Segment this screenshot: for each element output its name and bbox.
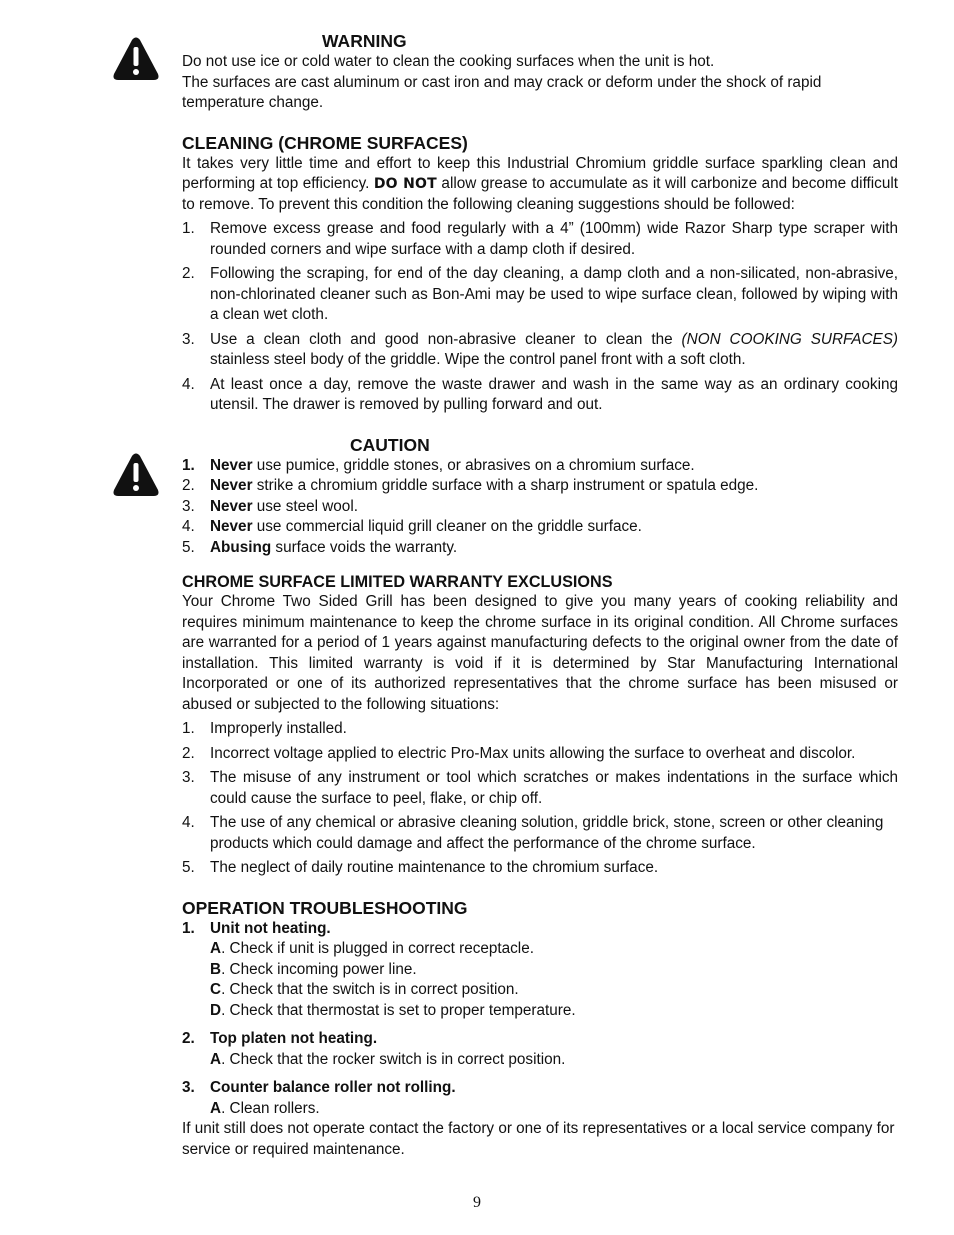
step-item xyxy=(210,960,898,981)
warning-section xyxy=(182,30,898,114)
item-text: use pumice, griddle stones, or abrasives on a chromium surface. xyxy=(252,456,695,474)
item-number: 2. xyxy=(182,477,195,494)
troubleshooting-list xyxy=(182,919,898,1120)
item-number: 4. xyxy=(182,518,195,535)
list-item xyxy=(182,538,898,559)
item-text: Following the scraping, for end of the day cleaning, a damp cloth and a non-silicated, non-abrasive, non-chlorinated cleaner such as Bon-Ami may be used to wipe surface clean, followed by wiping with a clean wet cloth. xyxy=(210,265,898,323)
item-number: 4. xyxy=(182,375,195,393)
step-item xyxy=(210,980,898,1001)
troubleshooting-closing: If unit still does not operate contact the factory or one of its representatives or a local service company for service or required maintenance. xyxy=(182,1120,895,1158)
group-heading: Top platen not heating. xyxy=(210,1030,378,1047)
step-letter: A xyxy=(210,1050,222,1068)
cleaning-intro-text-2: allow grease to accumulate as it will carbonize and become difficult to remove. To prevent this condition the following cleaning suggestions should be followed: xyxy=(182,175,898,213)
list-item xyxy=(182,719,898,740)
list-item xyxy=(182,219,898,260)
item-bold-text: Abusing xyxy=(210,538,272,556)
item-text: The misuse of any instrument or tool which scratches or makes indentations in the surface which could cause the surface to peel, flake, or chip off. xyxy=(210,769,898,807)
step-letter: D xyxy=(210,1001,222,1019)
list-item xyxy=(182,744,898,765)
warning-line-2: The surfaces are cast aluminum or cast iron and may crack or deform under the shock of rapid temperature change. xyxy=(182,73,822,111)
step-letter: B xyxy=(210,960,222,978)
item-bold-text: Never xyxy=(210,518,253,535)
warning-title: WARNING xyxy=(322,31,407,51)
troubleshooting-title: OPERATION TROUBLESHOOTING xyxy=(182,897,468,918)
item-text: The use of any chemical or abrasive cleaning solution, griddle brick, stone, screen or other cleaning products which could damage and affect the performance of the chrome surface. xyxy=(210,814,884,852)
warranty-title: CHROME SURFACE LIMITED WARRANTY EXCLUSIONS xyxy=(182,573,613,591)
group-heading: Unit not heating. xyxy=(210,919,331,937)
step-text: . Check that the rocker switch is in correct position. xyxy=(221,1050,566,1068)
item-text: strike a chromium griddle surface with a sharp instrument or spatula edge. xyxy=(252,477,759,494)
item-text: The neglect of daily routine maintenance to the chromium surface. xyxy=(210,859,659,876)
item-text: surface voids the warranty. xyxy=(271,538,458,556)
warning-line-1: Do not use ice or cold water to clean the cooking surfaces when the unit is hot. xyxy=(182,53,715,70)
item-text: Incorrect voltage applied to electric Pro-Max units allowing the surface to overheat and discolor. xyxy=(210,744,856,762)
cleaning-title: CLEANING (CHROME SURFACES) xyxy=(182,132,468,153)
item-number: 2. xyxy=(182,744,195,762)
item-number: 5. xyxy=(182,538,195,556)
troubleshooting-section xyxy=(182,897,898,1161)
step-item xyxy=(210,1001,898,1022)
group-number: 1. xyxy=(182,919,195,937)
step-letter: A xyxy=(210,1099,222,1117)
page-number: 9 xyxy=(473,1194,481,1211)
caution-list xyxy=(182,456,898,559)
cleaning-intro-text: It takes very little time and effort to keep this Industrial Chromium griddle surface sparkling clean and performing at top efficiency. xyxy=(182,154,898,192)
warning-triangle-icon xyxy=(112,36,160,82)
item-italic-text: (NON COOKING SURFACES) xyxy=(681,330,898,348)
step-item xyxy=(210,1050,898,1071)
step-text: . Check that thermostat is set to proper temperature. xyxy=(221,1001,576,1019)
item-text: Remove excess grease and food regularly with a 4” (100mm) wide Razor Sharp type scraper with rounded corners and wipe surface with a damp cloth if desired. xyxy=(210,220,898,258)
step-item xyxy=(210,939,898,960)
item-number: 1. xyxy=(182,220,195,237)
list-item xyxy=(182,768,898,809)
item-text: use commercial liquid grill cleaner on the griddle surface. xyxy=(252,518,642,535)
item-text: use steel wool. xyxy=(252,497,358,515)
list-item xyxy=(182,375,898,416)
caution-title: CAUTION xyxy=(350,434,430,455)
group-heading: Counter balance roller not rolling. xyxy=(210,1079,456,1096)
step-text: . Clean rollers. xyxy=(221,1099,320,1117)
cleaning-list xyxy=(182,219,898,416)
item-number: 3. xyxy=(182,769,195,786)
item-text: Improperly installed. xyxy=(210,720,347,737)
group-number: 2. xyxy=(182,1030,195,1047)
troubleshooting-group xyxy=(182,919,898,1022)
item-number: 4. xyxy=(182,814,195,831)
step-text: . Check incoming power line. xyxy=(221,960,417,978)
list-item xyxy=(182,497,898,518)
cleaning-intro xyxy=(182,154,898,216)
item-text: At least once a day, remove the waste drawer and wash in the same way as an ordinary cooking utensil. The drawer is removed by pulling forward and out. xyxy=(210,375,898,413)
group-number: 3. xyxy=(182,1079,195,1096)
troubleshooting-group xyxy=(182,1029,898,1070)
list-item xyxy=(182,517,898,538)
item-bold-text: Never xyxy=(210,477,253,494)
list-item xyxy=(182,456,898,477)
item-number: 2. xyxy=(182,265,195,282)
step-item xyxy=(210,1099,898,1120)
item-number: 1. xyxy=(182,456,195,474)
list-item xyxy=(182,264,898,326)
item-number: 5. xyxy=(182,859,195,876)
step-text: . Check that the switch is in correct position. xyxy=(221,981,519,998)
warranty-intro: Your Chrome Two Sided Grill has been designed to give you many years of cooking reliability and requires minimum maintenance to keep the chrome surface in its original condition. All Chrome surfaces are warranted for a period of 1 years against manufacturing defects to the original owner from the date of installation. This limited warranty is void if it is determined by Star Manufacturing International Incorporated or one of its authorized representatives that the chrome surface has been misused or abused or subjected to the following situations: xyxy=(182,593,898,713)
caution-section xyxy=(182,434,898,559)
item-number: 3. xyxy=(182,497,195,515)
list-item xyxy=(182,476,898,497)
step-text: . Check if unit is plugged in correct receptacle. xyxy=(221,940,534,957)
item-text-2: stainless steel body of the griddle. Wipe the control panel front with a soft cloth. xyxy=(210,351,746,368)
warranty-section xyxy=(182,572,898,879)
list-item xyxy=(182,813,898,854)
step-letter: A xyxy=(210,940,222,957)
warranty-list xyxy=(182,719,898,879)
troubleshooting-group xyxy=(182,1078,898,1119)
step-letter: C xyxy=(210,981,222,998)
item-number: 1. xyxy=(182,720,195,737)
cleaning-section xyxy=(182,132,898,416)
manual-page xyxy=(182,30,898,1160)
item-number: 3. xyxy=(182,330,195,348)
item-bold-text: Never xyxy=(210,456,253,474)
item-bold-text: Never xyxy=(210,497,253,515)
list-item xyxy=(182,330,898,371)
item-text: Use a clean cloth and good non-abrasive cleaner to clean the xyxy=(210,330,682,348)
do-not-emphasis: DO NOT xyxy=(373,176,437,192)
caution-triangle-icon xyxy=(112,452,160,498)
list-item xyxy=(182,858,898,879)
